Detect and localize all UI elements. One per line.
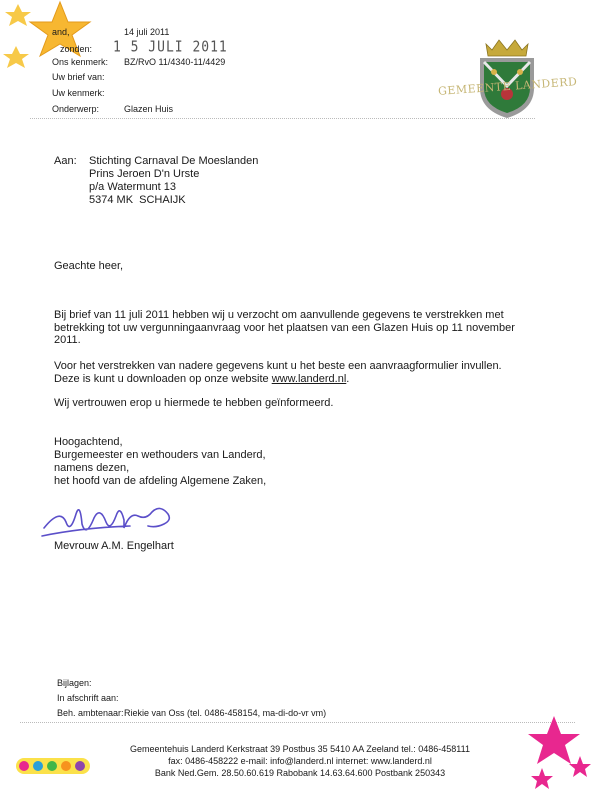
signer-name: Mevrouw A.M. Engelhart xyxy=(54,540,174,552)
paragraph-2 xyxy=(54,360,524,385)
gold-star-icon xyxy=(0,0,120,80)
recipient-line-2: Prins Jeroen D'n Urste xyxy=(89,168,200,180)
paragraph-1: Bij brief van 11 juli 2011 hebben wij u verzocht om aanvullende gegevens te verstrekken met betrekking tot uw vergunningaanvraag voor het plaatsen van een Glazen Huis op 11 november 2011. xyxy=(54,309,515,346)
header-label-subject: Onderwerp: xyxy=(52,104,100,114)
date-stamp: 1 5 JULI 2011 xyxy=(113,38,228,57)
handler-label: Beh. ambtenaar: xyxy=(57,708,124,718)
salutation: Geachte heer, xyxy=(54,260,124,272)
recipient-line-1: Stichting Carnaval De Moeslanden xyxy=(89,155,259,167)
footer-line-3: Bank Ned.Gem. 28.50.60.619 Rabobank 14.63.64.600 Postbank 250343 xyxy=(154,768,446,778)
logo-wordmark: GEMEENTE LANDERD xyxy=(437,75,578,98)
paragraph-2-line-1: Voor het verstrekken van nadere gegevens kunt u het beste een aanvraagformulier invullen. xyxy=(54,360,502,372)
recipient-line-3: p/a Watermunt 13 xyxy=(89,181,177,193)
website-link[interactable]: www.landerd.nl xyxy=(271,372,347,385)
paragraph-2-line-2 xyxy=(54,373,524,386)
header-value-date: 14 juli 2011 xyxy=(124,27,170,37)
handwritten-signature xyxy=(40,498,190,544)
closing-line-3: namens dezen, xyxy=(54,462,130,474)
footer-line-1: Gemeentehuis Landerd Kerkstraat 39 Postbus 35 5410 AA Zeeland tel.: 0486-458111 xyxy=(130,744,470,754)
recipient-prefix: Aan: xyxy=(54,155,77,167)
paragraph-3: Wij vertrouwen erop u hiermede te hebben geïnformeerd. xyxy=(54,397,334,409)
paragraph-2-period: . xyxy=(346,372,350,385)
closing-line-1: Hoogachtend, xyxy=(54,436,123,448)
header-divider xyxy=(30,118,535,119)
header-label-sent: zonden: xyxy=(60,44,93,54)
pink-star-icon xyxy=(520,714,595,794)
header-label-yourletter: Uw brief van: xyxy=(52,72,105,82)
attachments-label: Bijlagen: xyxy=(57,678,92,688)
paragraph-2-text: Deze is kunt u downloaden op onze website xyxy=(54,372,272,385)
header-label-ref: Ons kenmerk: xyxy=(52,57,109,67)
footer-line-2: fax: 0486-458222 e-mail: info@landerd.nl internet: www.landerd.nl xyxy=(168,756,432,766)
header-value-subject: Glazen Huis xyxy=(124,104,174,114)
handler-value: Riekie van Oss (tel. 0486-458154, ma-di-do-vr vm) xyxy=(124,708,327,718)
closing-line-4: het hoofd van de afdeling Algemene Zaken, xyxy=(54,475,267,487)
recipient-line-4: 5374 MK SCHAIJK xyxy=(89,194,186,206)
copy-to-label: In afschrift aan: xyxy=(57,693,119,703)
footer-divider xyxy=(20,722,575,723)
header-value-ref: BZ/RvO 11/4340-11/4429 xyxy=(124,57,226,67)
closing-line-2: Burgemeester en wethouders van Landerd, xyxy=(54,449,266,461)
header-label-date: and, xyxy=(52,27,70,37)
site-badge-icon xyxy=(14,754,92,778)
header-label-yourref: Uw kenmerk: xyxy=(52,88,105,98)
